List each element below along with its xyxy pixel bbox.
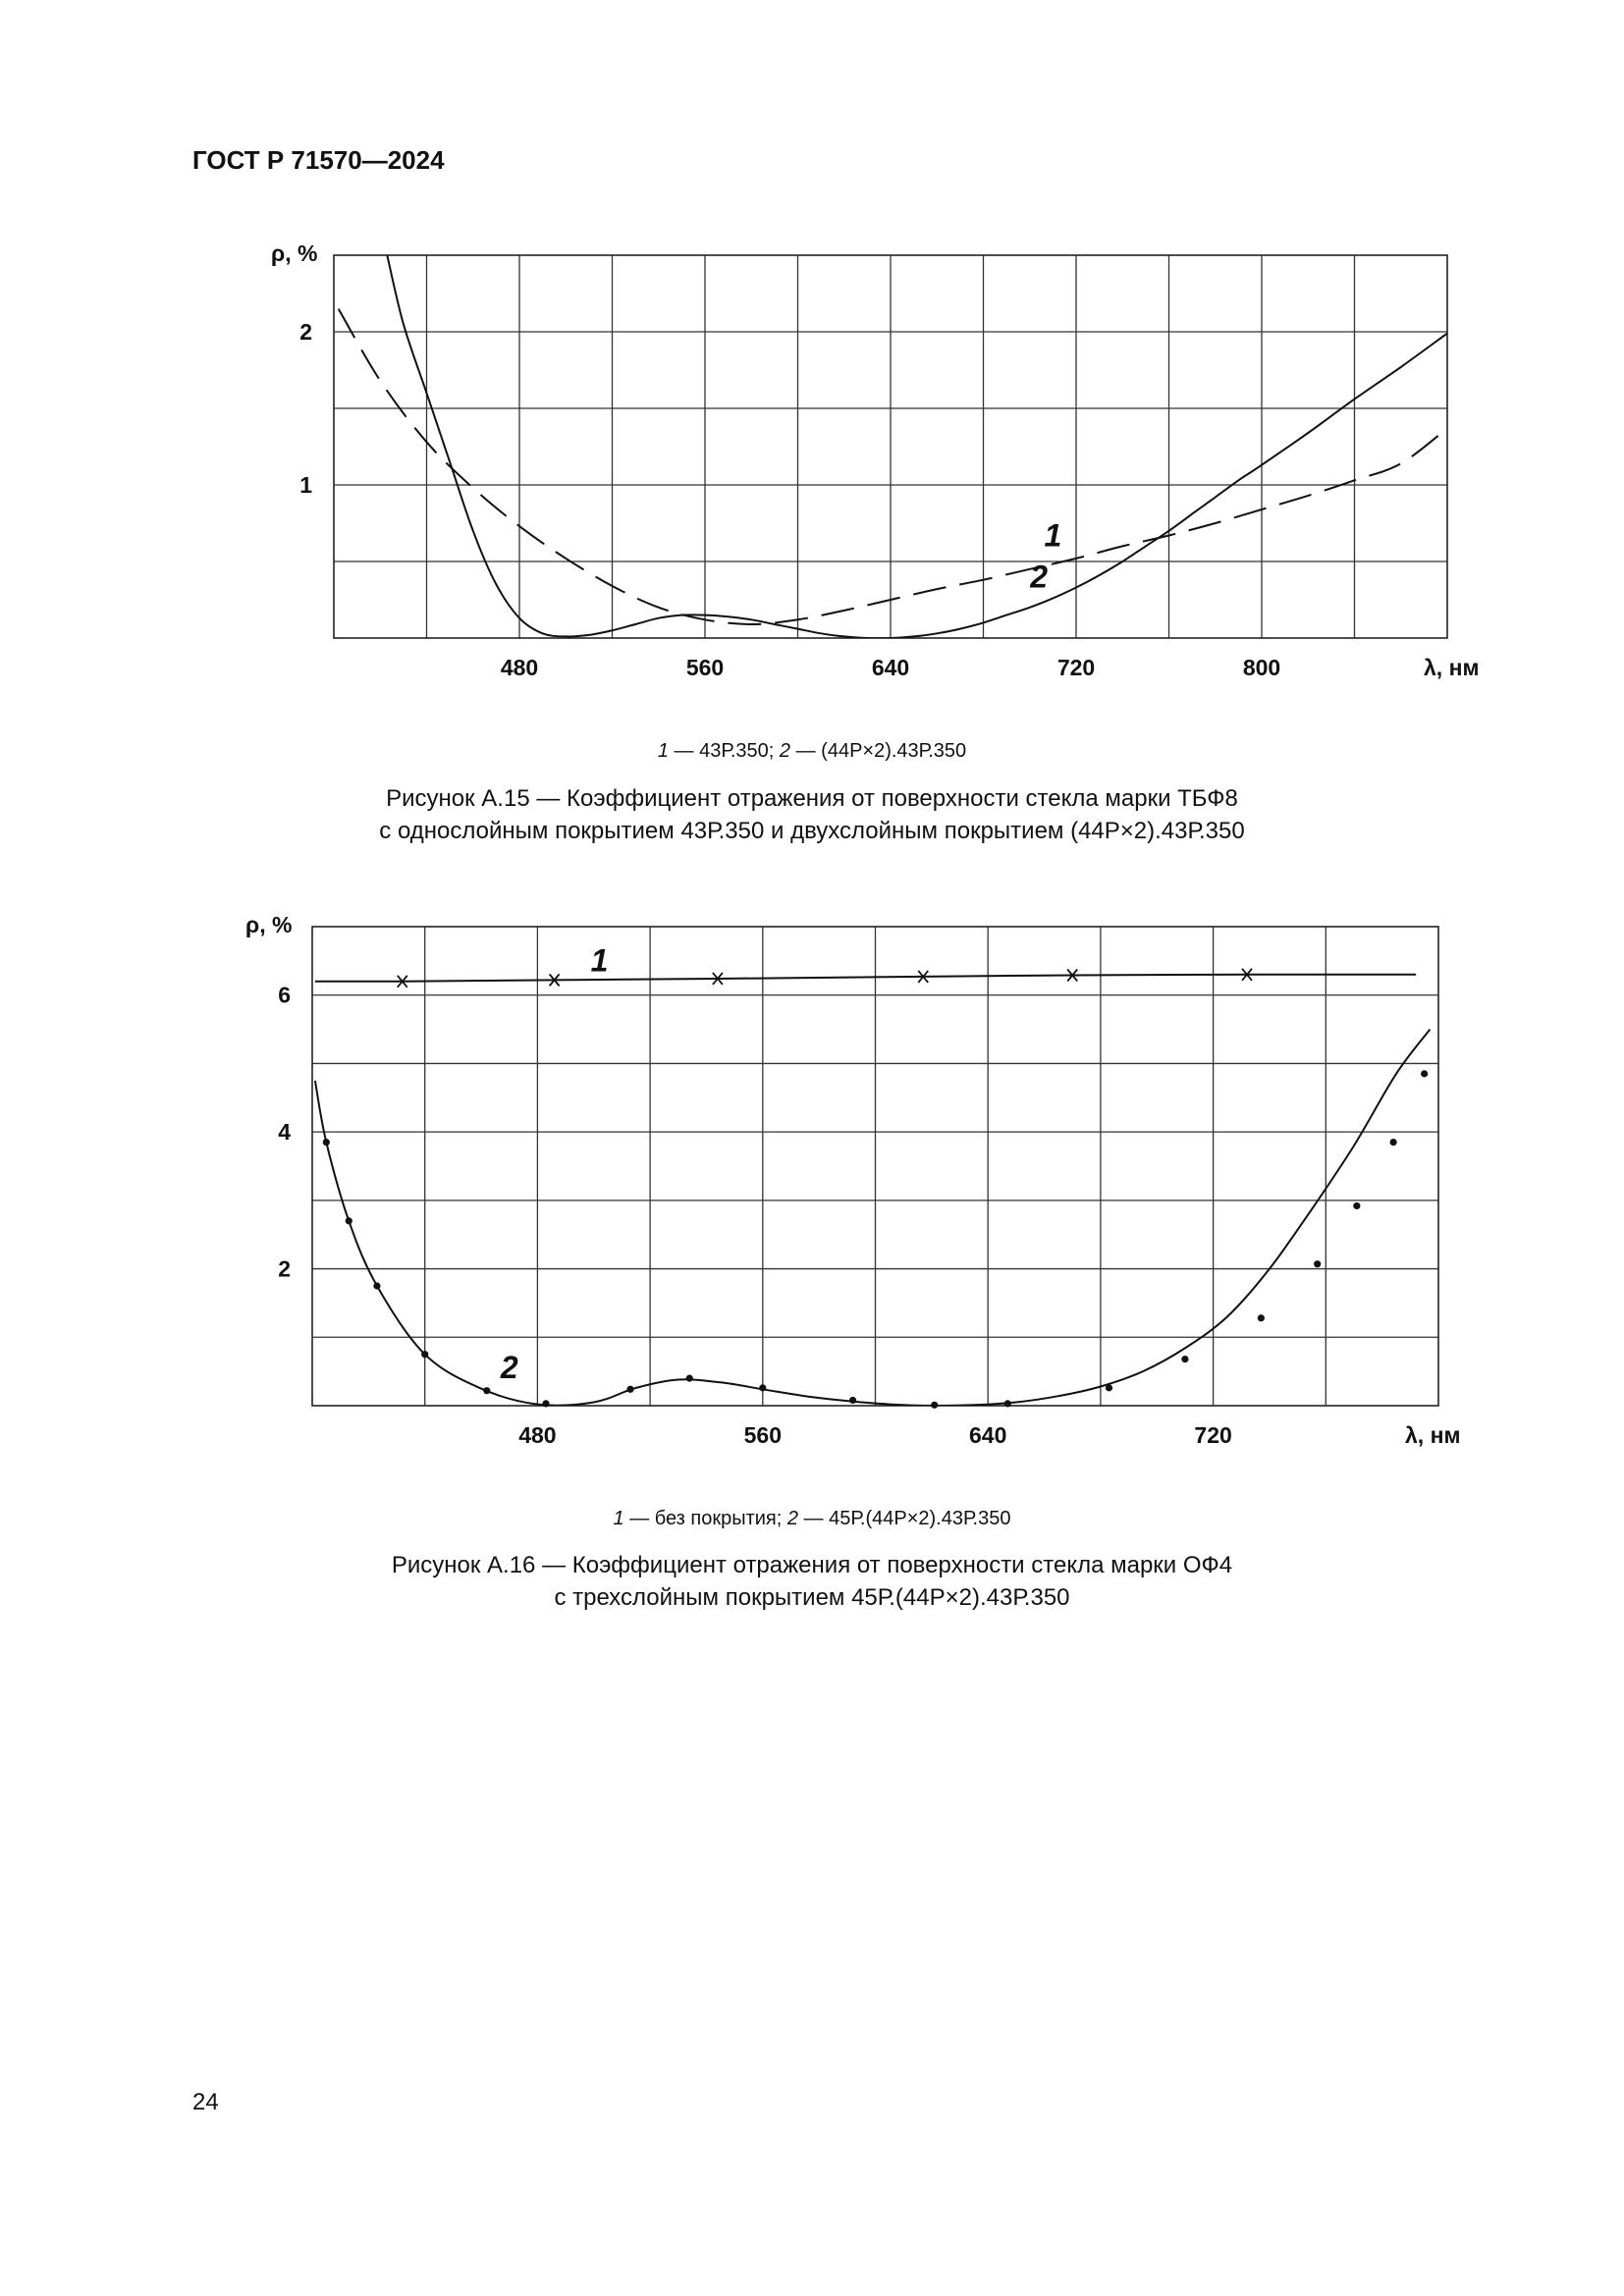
y-axis-label: ρ, % <box>245 912 293 937</box>
series-2-line <box>387 255 1447 638</box>
x-tick-label: 640 <box>969 1422 1007 1448</box>
series-1-label: 1 <box>1044 517 1062 554</box>
y-axis-label: ρ, % <box>271 240 318 266</box>
y-tick-label: 2 <box>278 1255 291 1282</box>
legend-key-2: 2 <box>786 1508 798 1529</box>
series-2-point <box>759 1384 766 1391</box>
legend-key-1: 1 <box>657 740 669 762</box>
caption-line: Рисунок А.16 — Коэффициент отражения от поверхности стекла марки ОФ4 <box>391 1552 1233 1578</box>
y-tick-label: 2 <box>299 319 312 345</box>
legend-text-2: — (44Р×2).43Р.350 <box>790 740 967 762</box>
caption-fig16 <box>0 1549 1624 1614</box>
series-2-point <box>483 1387 490 1394</box>
y-tick-label: 1 <box>299 472 312 498</box>
series-2-label: 2 <box>500 1350 518 1386</box>
legend-key-2: 2 <box>779 740 791 762</box>
caption-line: с однослойным покрытием 43Р.350 и двухслойным покрытием (44Р×2).43Р.350 <box>379 818 1245 844</box>
caption-fig15 <box>0 782 1624 847</box>
series-2-point <box>346 1217 352 1224</box>
legend-text-1: — без покрытия; <box>623 1508 787 1529</box>
y-tick-label: 4 <box>278 1119 291 1146</box>
x-tick-label: 800 <box>1242 655 1281 680</box>
series-2-point <box>931 1402 938 1409</box>
chart-fig15 <box>0 236 1624 697</box>
series-2-point <box>849 1397 856 1404</box>
series-2-line <box>315 1030 1431 1406</box>
series-2-point <box>1004 1400 1011 1407</box>
legend-key-1: 1 <box>613 1508 624 1529</box>
document-header: ГОСТ Р 71570—2024 <box>192 145 445 175</box>
x-tick-label: 560 <box>685 655 725 680</box>
series-2-point <box>1314 1260 1321 1267</box>
chart-fig16 <box>0 903 1624 1453</box>
series-2-point <box>421 1351 428 1358</box>
x-tick-label: 480 <box>500 655 539 680</box>
series-2-point <box>1258 1314 1265 1321</box>
x-tick-label: 720 <box>1194 1422 1232 1448</box>
series-1-label: 1 <box>590 942 609 979</box>
series-2-point <box>1106 1384 1112 1391</box>
series-2-point <box>1390 1139 1397 1146</box>
legend-text-1: — 43Р.350; <box>668 740 780 762</box>
series-2-point <box>542 1400 549 1407</box>
legend-fig15 <box>0 740 1624 763</box>
legend-text-2: — 45Р.(44Р×2).43Р.350 <box>798 1508 1011 1529</box>
series-1-line <box>339 309 1447 624</box>
x-tick-label: 640 <box>871 655 910 680</box>
x-axis-label: λ, нм <box>1405 1422 1461 1448</box>
series-2-point <box>1353 1202 1360 1209</box>
series-2-point <box>323 1139 330 1146</box>
x-axis-label: λ, нм <box>1424 655 1480 680</box>
x-tick-label: 720 <box>1056 655 1096 680</box>
series-2-point <box>626 1386 633 1393</box>
series-2-label: 2 <box>1030 559 1049 595</box>
series-2-point <box>1421 1070 1428 1077</box>
y-tick-label: 6 <box>278 982 291 1008</box>
caption-line: с трехслойным покрытием 45Р.(44Р×2).43Р.350 <box>554 1584 1070 1611</box>
series-2-point <box>686 1375 693 1382</box>
x-tick-label: 560 <box>743 1422 782 1448</box>
caption-line: Рисунок А.15 — Коэффициент отражения от поверхности стекла марки ТБФ8 <box>386 785 1238 812</box>
series-2-point <box>1181 1356 1188 1362</box>
series-2-point <box>373 1282 380 1289</box>
page-number: 24 <box>192 2089 219 2115</box>
x-tick-label: 480 <box>518 1422 557 1448</box>
legend-fig16 <box>0 1508 1624 1530</box>
